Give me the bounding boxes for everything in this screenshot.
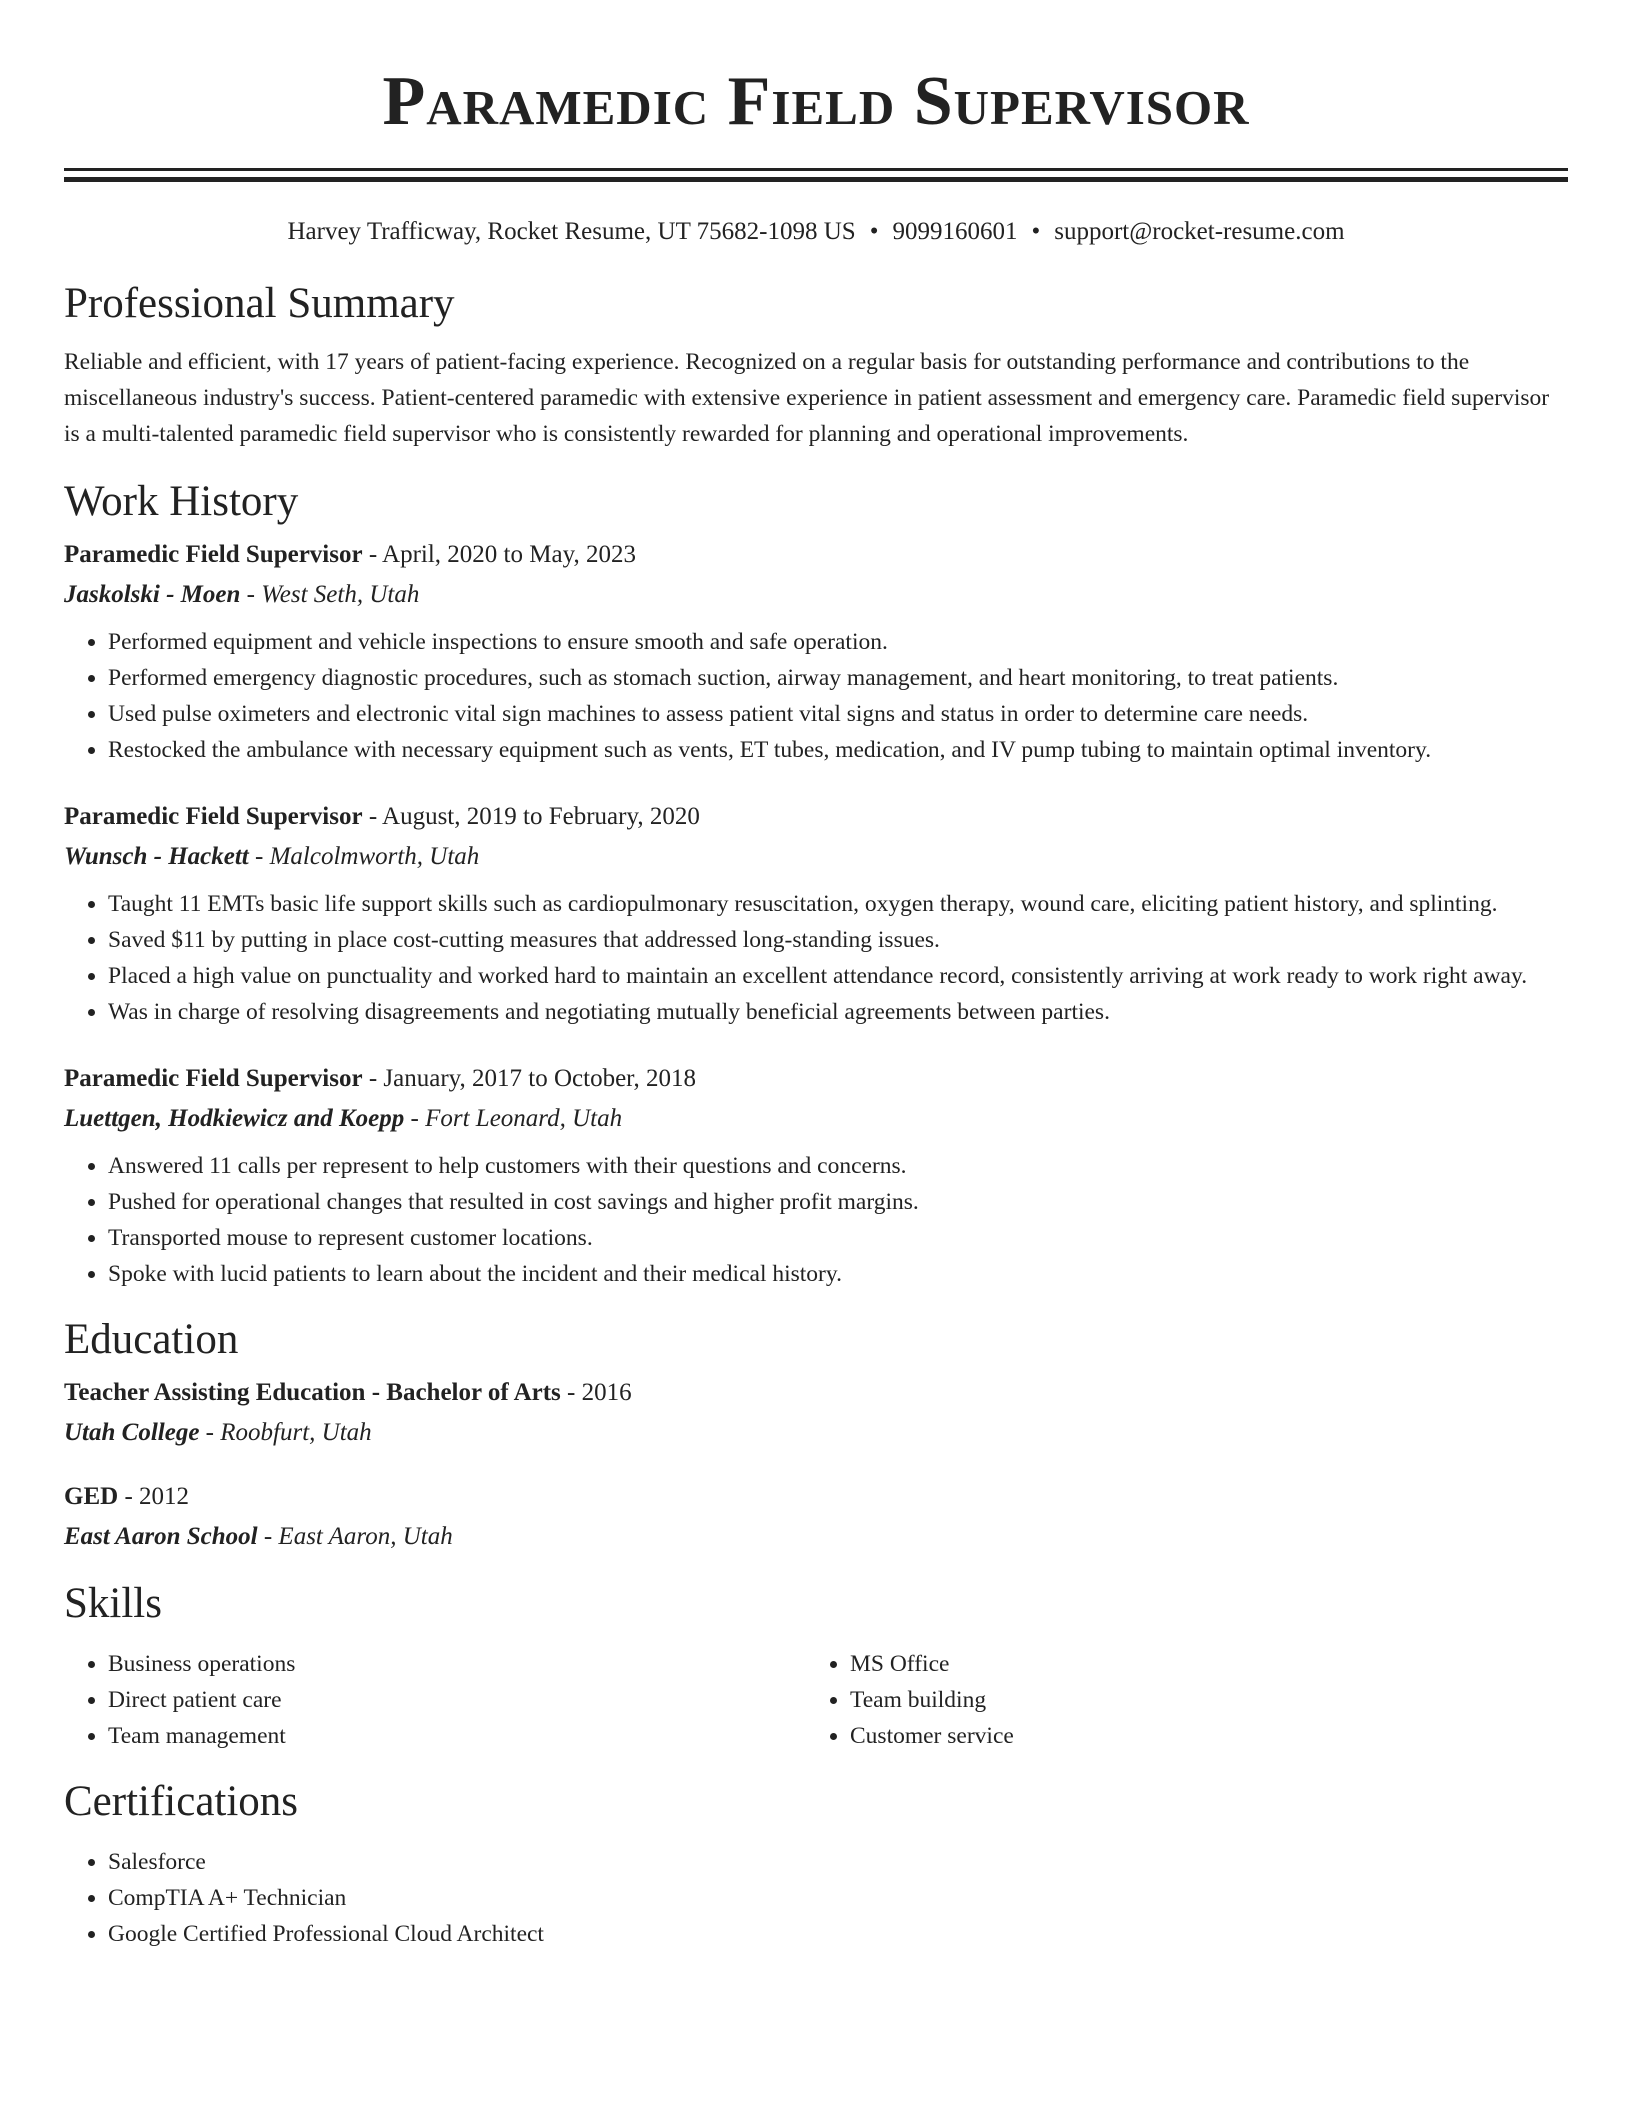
skills-column-right xyxy=(806,1646,1548,1754)
job-title-line xyxy=(64,800,1568,834)
degree-name: GED xyxy=(64,1483,119,1510)
list-item: • Performed equipment and vehicle inspections to ensure smooth and safe operation. xyxy=(108,624,1568,660)
list-item: • Transported mouse to represent customer locations. xyxy=(108,1220,1568,1256)
company-name: Wunsch - Hackett xyxy=(64,843,249,870)
job-title: Paramedic Field Supervisor xyxy=(64,803,363,830)
list-item: • Customer service xyxy=(850,1718,1548,1754)
job-dates: - April, 2020 to May, 2023 xyxy=(368,541,636,568)
job-title: Paramedic Field Supervisor xyxy=(64,1065,363,1092)
list-item: • Team management xyxy=(108,1718,806,1754)
list-item: • Answered 11 calls per represent to help customers with their questions and concerns. xyxy=(108,1148,1568,1184)
skills-list-left xyxy=(64,1646,806,1754)
job-entry xyxy=(64,800,1568,1030)
company-name: Luettgen, Hodkiewicz and Koepp xyxy=(64,1105,405,1132)
education-entry xyxy=(64,1480,1568,1554)
list-item: • Restocked the ambulance with necessary equipment such as vents, ET tubes, medication, and IV pump tubing to maintain optimal inventory. xyxy=(108,732,1568,768)
school-name: Utah College xyxy=(64,1419,200,1446)
list-item: • Google Certified Professional Cloud Architect xyxy=(108,1916,1568,1952)
list-item: • Performed emergency diagnostic procedures, such as stomach suction, airway management, and heart monitoring, to treat patients. xyxy=(108,660,1568,696)
contact-email: support@rocket-resume.com xyxy=(1054,218,1345,245)
school-location: - Roobfurt, Utah xyxy=(205,1419,372,1446)
company-name: Jaskolski - Moen xyxy=(64,581,241,608)
degree-year: - 2012 xyxy=(124,1483,190,1510)
contact-address: Harvey Trafficway, Rocket Resume, UT 75682-1098 US xyxy=(287,218,856,245)
list-item: • Used pulse oximeters and electronic vital sign machines to assess patient vital signs and status in order to determine care needs. xyxy=(108,696,1568,732)
company-line xyxy=(64,1102,1568,1136)
work-history-heading: Work History xyxy=(64,478,299,525)
company-line xyxy=(64,578,1568,612)
list-item: • Placed a high value on punctuality and worked hard to maintain an excellent attendance record, consistently arriving at work ready to work right away. xyxy=(108,958,1568,994)
company-location: - Malcolmworth, Utah xyxy=(255,843,480,870)
job-bullets xyxy=(64,1148,1568,1292)
summary-heading: Professional Summary xyxy=(64,280,455,327)
education-entry xyxy=(64,1376,1568,1450)
list-item: • Taught 11 EMTs basic life support skills such as cardiopulmonary resuscitation, oxygen therapy, wound care, eliciting patient history, and splinting. xyxy=(108,886,1568,922)
header-rule-thick xyxy=(64,177,1568,182)
list-item: • Business operations xyxy=(108,1646,806,1682)
education-heading: Education xyxy=(64,1316,239,1363)
list-item: • Pushed for operational changes that resulted in cost savings and higher profit margins. xyxy=(108,1184,1568,1220)
job-entry xyxy=(64,1062,1568,1292)
skills-columns xyxy=(64,1646,1568,1754)
list-item: • Team building xyxy=(850,1682,1548,1718)
job-entry xyxy=(64,538,1568,768)
degree-line xyxy=(64,1376,1568,1410)
company-location: - Fort Leonard, Utah xyxy=(410,1105,623,1132)
job-bullets xyxy=(64,886,1568,1030)
company-line xyxy=(64,840,1568,874)
list-item: • Spoke with lucid patients to learn about the incident and their medical history. xyxy=(108,1256,1568,1292)
school-line xyxy=(64,1416,1568,1450)
degree-line xyxy=(64,1480,1568,1514)
job-title: Paramedic Field Supervisor xyxy=(64,541,363,568)
list-item: • Saved $11 by putting in place cost-cutting measures that addressed long-standing issues. xyxy=(108,922,1568,958)
job-title-line xyxy=(64,538,1568,572)
job-bullets xyxy=(64,624,1568,768)
summary-text: Reliable and efficient, with 17 years of patient-facing experience. Recognized on a regular basis for outstanding performance and contributions to the miscellaneous industry's success. Patient-centered paramedic with extensive experience in patient assessment and emergency care. Paramedic field supervisor is a multi-talented paramedic field supervisor who is consistently rewarded for planning and operational improvements. xyxy=(64,349,1550,447)
list-item: • MS Office xyxy=(850,1646,1548,1682)
degree-year: - 2016 xyxy=(567,1379,632,1406)
contact-line xyxy=(64,216,1568,248)
contact-separator: • xyxy=(1031,218,1041,245)
resume-name: Paramedic Field Supervisor xyxy=(382,63,1250,140)
school-name: East Aaron School xyxy=(64,1523,258,1550)
job-dates: - August, 2019 to February, 2020 xyxy=(368,803,700,830)
job-title-line xyxy=(64,1062,1568,1096)
list-item: • Salesforce xyxy=(108,1844,1568,1880)
certifications-heading: Certifications xyxy=(64,1778,299,1825)
job-dates: - January, 2017 to October, 2018 xyxy=(368,1065,696,1092)
school-location: - East Aaron, Utah xyxy=(263,1523,453,1550)
skills-heading: Skills xyxy=(64,1580,162,1627)
certifications-list xyxy=(64,1844,1568,1952)
list-item: • Was in charge of resolving disagreements and negotiating mutually beneficial agreements between parties. xyxy=(108,994,1568,1030)
contact-separator: • xyxy=(869,218,879,245)
contact-phone: 9099160601 xyxy=(892,218,1018,245)
list-item: • CompTIA A+ Technician xyxy=(108,1880,1568,1916)
skills-column-left xyxy=(64,1646,806,1754)
skills-list-right xyxy=(806,1646,1548,1754)
list-item: • Direct patient care xyxy=(108,1682,806,1718)
resume-page xyxy=(64,0,1568,1952)
header-rule-thin xyxy=(64,168,1568,171)
company-location: - West Seth, Utah xyxy=(246,581,420,608)
school-line xyxy=(64,1520,1568,1554)
degree-name: Teacher Assisting Education - Bachelor of Arts xyxy=(64,1379,561,1406)
